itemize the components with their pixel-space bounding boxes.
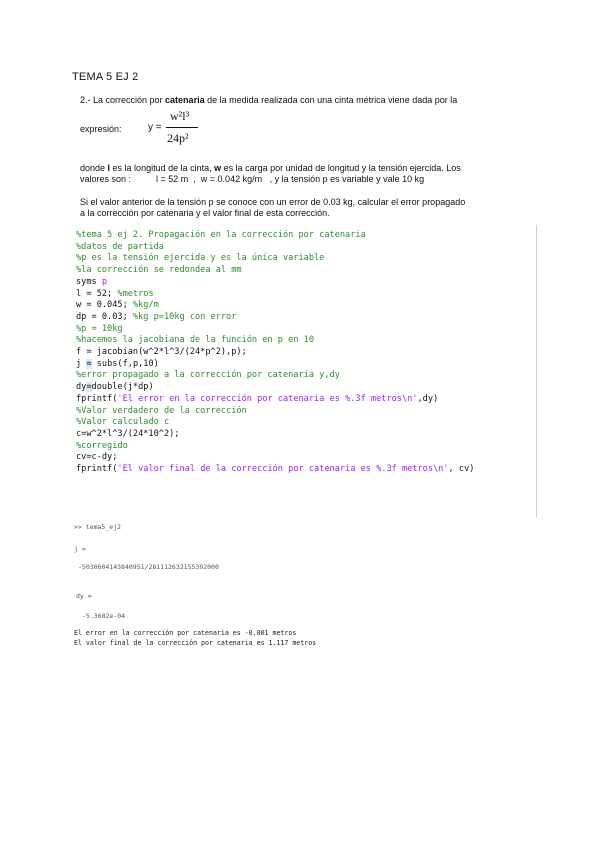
code-string: 'El error en la corrección por catenaria es %.3f metros\n' <box>117 393 418 404</box>
output-dy-label: dy = <box>76 592 92 600</box>
code-token: fprintf( <box>76 393 118 404</box>
code-token: double(j*dp) <box>91 382 154 393</box>
donde-text-e: es la carga por unidad de longitud y la tensión ejercida. Los <box>221 163 461 173</box>
fraction-bar <box>166 127 198 128</box>
code-token: , cv) <box>448 464 475 475</box>
code-line: %datos de partida <box>76 241 164 252</box>
expresion-label: expresión: <box>80 124 122 134</box>
intro-prefix: 2.- La corrección por <box>80 95 166 105</box>
code-comment: %kg/m <box>132 300 159 311</box>
code-token: dp = 0.03; <box>76 311 133 322</box>
formula-lhs: y = <box>148 122 162 133</box>
code-token: ,dy) <box>417 393 439 404</box>
question-line-2: a la corrección por catenaria y el valor final de esta corrección. <box>80 208 330 218</box>
donde-line-1 <box>80 163 461 174</box>
code-line: %p es la tensión ejercida y es la única variable <box>76 253 325 264</box>
code-token: subs(f,p,10) <box>91 358 159 369</box>
code-token: dy <box>76 382 87 393</box>
code-line: %hacemos la jacobiana de la función en p en 10 <box>76 335 314 346</box>
command-prompt: >> tema5_ej2 <box>74 523 121 531</box>
output-message-1: El error en la corrección por catenaria es -0.001 metros <box>74 629 297 637</box>
code-line: %p = 10kg <box>76 323 123 334</box>
code-token: j <box>76 358 87 369</box>
code-line: c=w^2*l^3/(24*10^2); <box>76 428 180 439</box>
code-token: syms <box>76 276 102 287</box>
formula-denominator: 24p² <box>167 131 189 145</box>
code-token: p <box>101 276 108 287</box>
code-line: f = jacobian(w^2*l^3/(24*p^2),p); <box>76 347 247 358</box>
code-line: %la corrección se redondea al mm <box>76 265 242 276</box>
code-token: w = 0.045; <box>76 300 133 311</box>
donde-text-a: donde <box>80 163 108 173</box>
code-line: cv=c-dy; <box>76 452 118 463</box>
code-token: l = 52; <box>76 288 118 299</box>
donde-l: l <box>107 163 111 173</box>
donde-w: w <box>214 163 222 173</box>
code-comment: %metros <box>117 288 154 299</box>
code-token: fprintf( <box>76 464 118 475</box>
question-line-1: Si el valor anterior de la tensión p se conoce con un error de 0.03 kg, calcular el error propagado <box>80 197 466 207</box>
intro-bold: catenaria <box>165 95 205 105</box>
donde-line-2: valores son : l = 52 m , w = 0.042 kg/m , y la tensión p es variable y vale 10 kg <box>80 174 425 184</box>
code-panel-border <box>536 225 537 517</box>
formula-numerator: w²l³ <box>170 109 190 123</box>
code-line: %tema 5 ej 2. Propagación en la corrección por catenaria <box>76 230 366 240</box>
problem-intro <box>80 95 457 106</box>
code-comment: %kg p=10kg con error <box>132 311 237 322</box>
output-dy-value: -5.3682e-04 <box>82 612 126 620</box>
output-j-value: -5030604143840951/281112632155392000 <box>78 563 219 571</box>
donde-text-c: es la longitud de la cinta, <box>110 163 215 173</box>
intro-suffix: de la medida realizada con una cinta métrica viene dada por la <box>204 95 458 105</box>
code-line: %Valor verdadero de la corrección <box>76 405 247 416</box>
code-token-highlight: = <box>86 382 92 393</box>
code-line: %Valor calculado c <box>76 417 170 428</box>
document-title: TEMA 5 EJ 2 <box>72 71 139 83</box>
code-listing <box>76 230 474 476</box>
output-j-label: j = <box>74 545 86 553</box>
code-token-highlight: = <box>86 358 92 369</box>
output-message-2: El valor final de la corrección por catenaria es 1.117 metros <box>74 639 317 647</box>
code-line: %corregido <box>76 440 128 451</box>
code-string: 'El valor final de la corrección por catenaria es %.3f metros\n' <box>117 464 449 475</box>
code-line: %error propagado a la corrección por catenaria y,dy <box>76 370 340 381</box>
